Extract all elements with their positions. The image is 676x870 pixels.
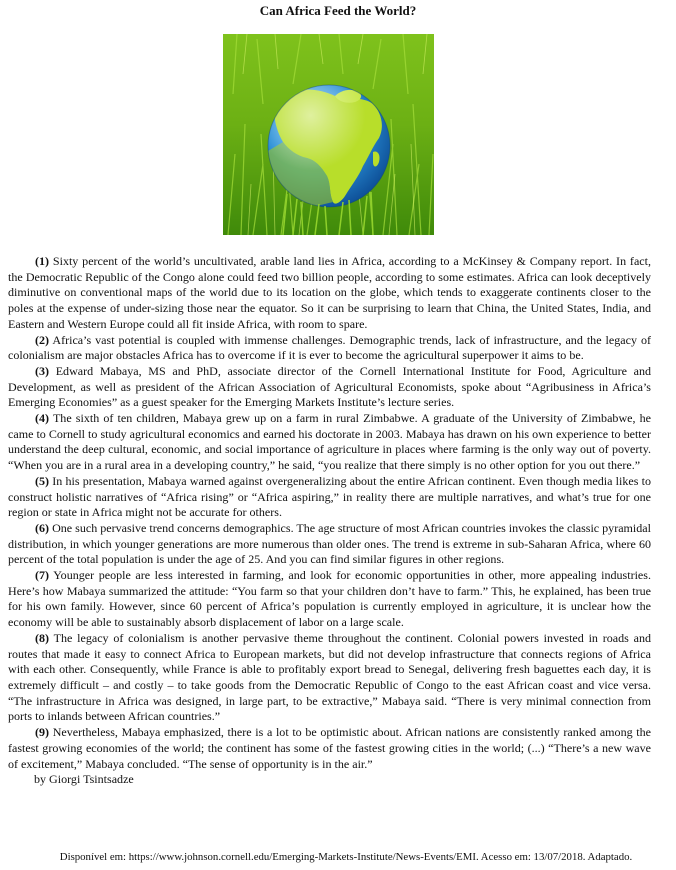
source-citation: Disponível em: https://www.johnson.cornell.edu/Emerging-Markets-Institute/News-Events/EMI. Acesso em: 13/07/2018. Adaptado.	[59, 851, 633, 863]
paragraph-6: (6) One such pervasive trend concerns demographics. The age structure of most African countries invokes the classic pyramidal distribution, in which younger generations are more numerous than older ones. The trend is extreme in sub-Saharan Africa, where 60 percent of the total population is under the age of 25. And you can find similar figures in other regions.	[8, 520, 651, 567]
paragraph-3: (3) Edward Mabaya, MS and PhD, associate director of the Cornell International Institute for Food, Agriculture and Development, as well as president of the African Association of Agricultural Economists, spoke about “Agribusiness in Africa’s Emerging Economies” as a guest speaker for the Emerging Markets Institute’s lecture series.	[8, 363, 651, 410]
paragraph-1: (1) Sixty percent of the world’s uncultivated, arable land lies in Africa, according to a McKinsey & Company report. In fact, the Democratic Republic of the Congo alone could feed two billion people, according to some estimates. Africa can look deceptively diminutive on conventional maps of the world due to its location on the globe, which tends to exaggerate continents closer to the poles at the expense of under-sizing those near the equator. So it can be surprising to learn that China, the United States, India, and Eastern and Western Europe could all fit inside Africa, with room to spare.	[8, 254, 651, 331]
byline: by Giorgi Tsintsadze	[34, 772, 134, 787]
article-body	[8, 254, 651, 788]
paragraph-4: (4) The sixth of ten children, Mabaya grew up on a farm in rural Zimbabwe. A graduate of the University of Zimbabwe, he came to Cornell to study agricultural economics and earned his doctorate in 2003. Mabaya has drawn on his own experience to better understand the deep cultural, economic, and social importance of agriculture in places where farming is the only way out of poverty. “When you are in a rural area in a developing country,” he said, “you realize that there simply is no other option for you out there.”	[8, 411, 651, 473]
paragraph-7: (7) Younger people are less interested in farming, and look for economic opportunities in other, more appealing industries. Here’s how Mabaya summarized the attitude: “You farm so that your children don’t have to farm.” This, he explained, has been true for his own family. However, since 60 percent of Africa’s population is currently employed in agriculture, it is unclear how the economy will be able to sustainably absorb displacement of labor on a large scale.	[8, 568, 651, 630]
globe-in-grass-image	[223, 34, 434, 235]
paragraph-8: (8) The legacy of colonialism is another pervasive theme throughout the continent. Colonial powers invested in roads and routes that made it easy to connect Africa to European markets, but did not develop infrastructure that connects regions of Africa with each other. Consequently, while France is able to profitably export bread to Senegal, delivering fresh baguettes each day, it is extremely difficult – and costly – to take goods from the Democratic Republic of Congo to the east African coast and vice versa. “The infrastructure in Africa was designed, in large part, to be extractive,” Mabaya said. “There is very minimal connection from ports to inlands between African countries.”	[8, 630, 652, 724]
paragraph-9: (9) Nevertheless, Mabaya emphasized, there is a lot to be optimistic about. African nations are consistently ranked among the fastest growing economies of the world; the continent has some of the fastest growing cities in the world; (...) “There’s a new wave of excitement,” Mabaya concluded. “The sense of opportunity is in the air.”	[8, 725, 651, 771]
article-title: Can Africa Feed the World?	[259, 3, 417, 18]
paragraph-5: (5) In his presentation, Mabaya warned against overgeneralizing about the entire African continent. Even though media likes to construct holistic narratives of “Africa rising” or “Africa aspiring,” in reality there are multiple narratives, and what’s true for one region or state in Africa might not be accurate for others.	[8, 473, 651, 520]
paragraph-2: (2) Africa’s vast potential is coupled with immense challenges. Demographic trends, lack of infrastructure, and the legacy of colonialism are major obstacles Africa has to overcome if it is ever to become the agricultural superpower it aims to be.	[8, 332, 651, 363]
